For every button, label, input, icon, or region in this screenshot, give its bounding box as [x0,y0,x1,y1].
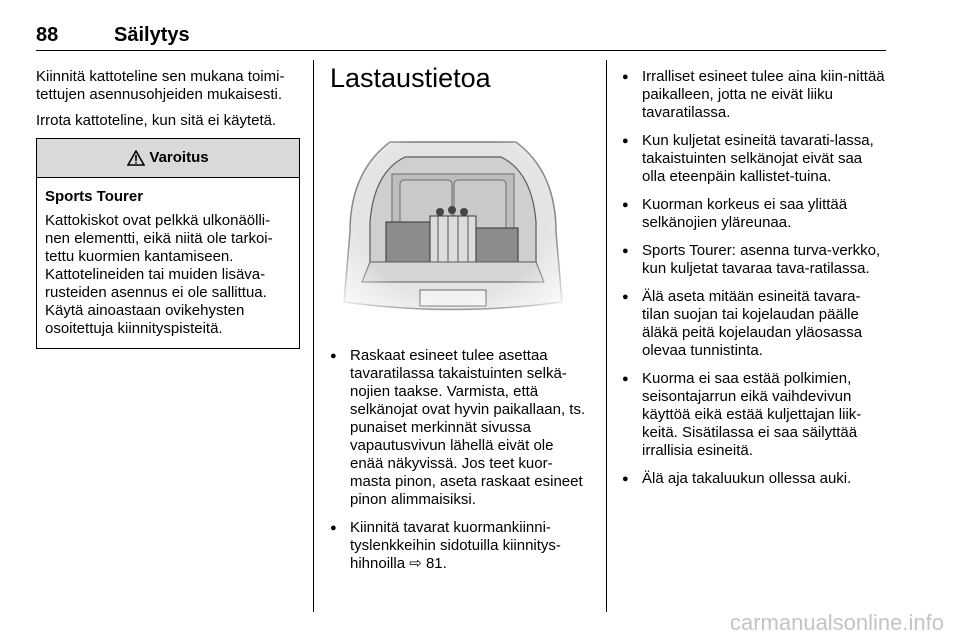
paragraph-roof-rack-remove: Irrota kattoteline, kun sitä ei käytetä. [36,112,277,129]
list-item: ● Raskaat esineet tulee asettaa tavaratilassa takaistuinten selkä-nojien taakse. Varmista, että selkänojat ovat hyvin paikallaan, ts. punaiset merkinnät sivussa vapautusvivun lähellä eivät ole enää näkyvissä. Jos teet kuor-masta pinon, aseta raskaat esineet pinon alimmaisiksi. [330,347,590,509]
list-item: ● Kuorma ei saa estää polkimien, seisontajarrun eikä vaihdevivun käyttöä eikä estää kuljettajan liik-keitä. Sisätilassa ei saa säilyttää irrallisia esineitä. [622,370,886,460]
loading-tips-list-1 [330,347,590,573]
warning-subtitle: Sports Tourer [45,188,144,205]
column-2 [330,62,590,583]
column-divider-2 [606,60,607,612]
list-item: ● Kiinnitä tavarat kuormankiinni-tyslenkkeihin sidotuilla kiinnitys-hihnoilla ⇨ 81. [330,519,590,573]
list-item: ● Irralliset esineet tulee aina kiin-nittää paikalleen, jotta ne eivät liiku tavaratilassa. [622,68,886,122]
header-rule [36,50,886,51]
warning-text: Kattokiskot ovat pelkkä ulkonäölli-nen elementti, eikä niitä ole tarkoi-tettu kuormien kantamiseen. Kattotelineiden tai muiden lisäva-rusteiden asennus ei ole sallittua. Käytä ainoastaan ovikehysten osoitettuja kiinnityspisteitä. [45,212,273,337]
warning-body [37,178,299,348]
column-1 [36,68,300,349]
list-item: ● Kuorman korkeus ei saa ylittää selkänojien yläreunaa. [622,196,886,232]
running-title: Säilytys [114,24,190,46]
loading-tips-list-2 [622,68,886,488]
list-item: ● Älä aja takaluukun ollessa auki. [622,470,886,488]
column-3 [622,68,886,498]
list-item: ● Sports Tourer: asenna turva-verkko, kun kuljetat tavaraa tava-ratilassa. [622,242,886,278]
list-item: ● Kun kuljetat esineitä tavarati-lassa, takaistuinten selkänojat eivät saa olla eteenpäin kallistet-tuina. [622,132,886,186]
column-divider-1 [313,60,314,612]
page-header [36,20,886,50]
watermark: carmanualsonline.info [729,610,944,635]
paragraph-roof-rack-install: Kiinnitä kattoteline sen mukana toimi-tettujen asennusohjeiden mukaisesti. [36,68,285,103]
warning-triangle-icon [127,150,145,166]
list-item: ● Älä aseta mitään esineitä tavara-tilan suojan tai kojelaudan päälle äläkä peitä kojelaudan yläosassa olevaa tunnistinta. [622,288,886,360]
cargo-area-illustration [330,112,576,320]
warning-box [36,138,300,349]
section-title: Lastaustietoa [330,63,491,93]
warning-title: Varoitus [149,149,209,166]
page-number: 88 [36,24,59,46]
warning-header [37,139,299,178]
